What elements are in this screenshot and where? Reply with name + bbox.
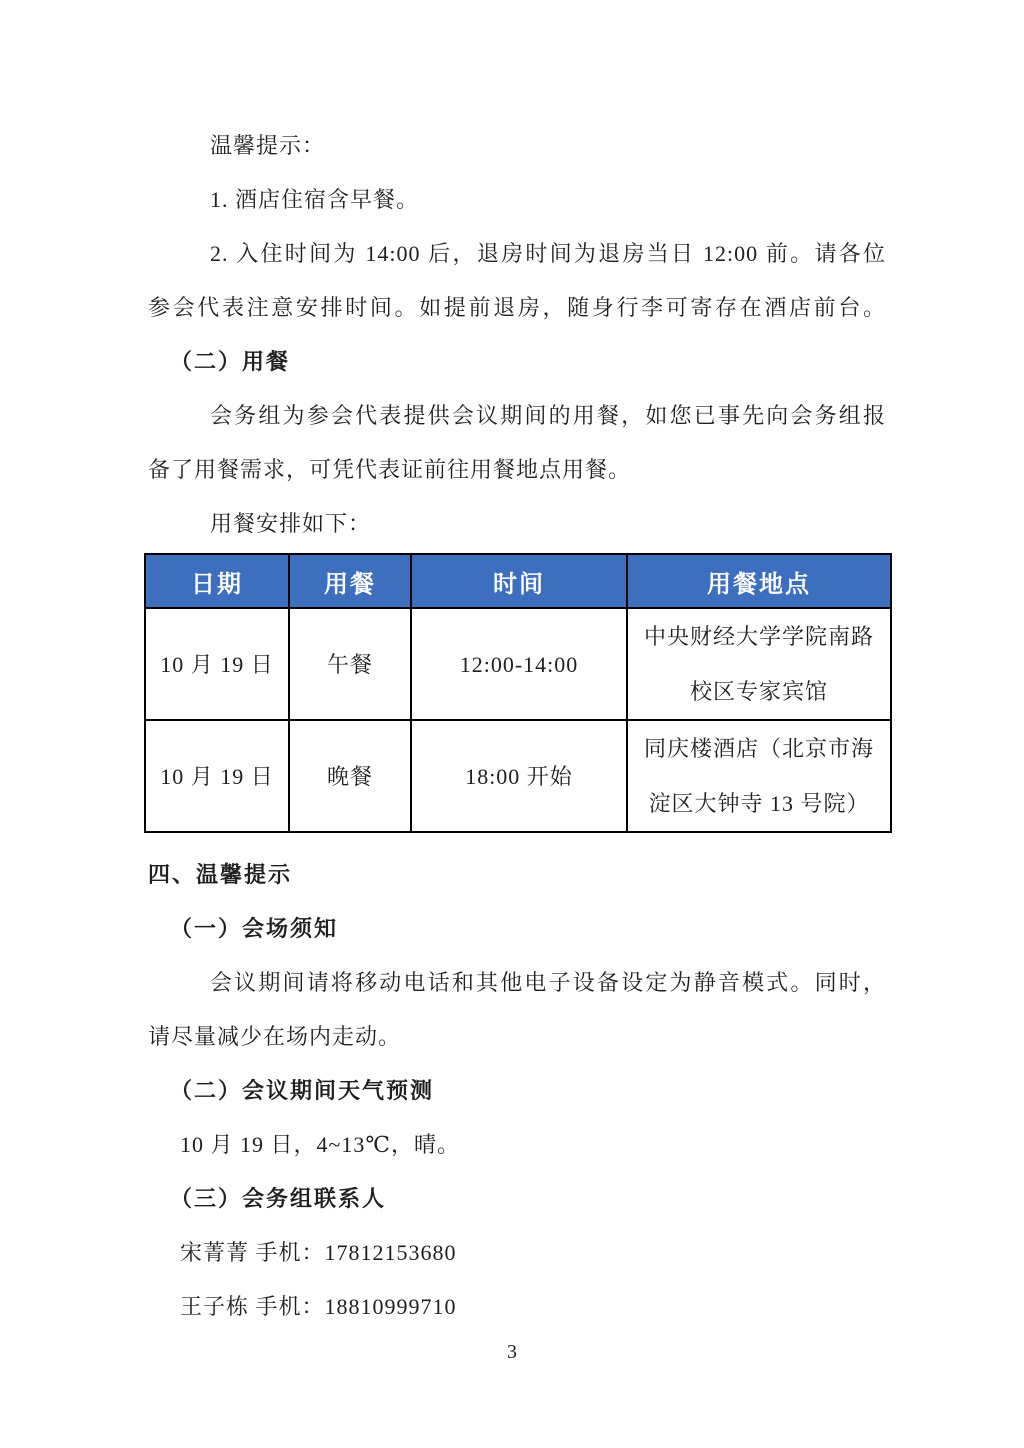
cell-location: 同庆楼酒店（北京市海淀区大钟寺 13 号院） [627, 720, 891, 832]
venue-notice-line-1: 会议期间请将移动电话和其他电子设备设定为静音模式。同时， [210, 970, 886, 995]
table-row [145, 720, 891, 832]
cell-location: 中央财经大学学院南路校区专家宾馆 [627, 608, 891, 720]
document-body [148, 119, 886, 1334]
table-header-row [145, 554, 891, 608]
tip-item-2-line-2: 参会代表注意安排时间。如提前退房，随身行李可寄存在酒店前台。 [148, 295, 886, 320]
cell-date: 10 月 19 日 [145, 608, 289, 720]
meal-section-heading: （二）用餐 [170, 349, 291, 374]
cell-time: 18:00 开始 [411, 720, 627, 832]
meal-schedule-table [144, 553, 892, 833]
table-row [145, 608, 891, 720]
tip-item-1: 1. 酒店住宿含早餐。 [210, 187, 420, 212]
column-header-date: 日期 [145, 554, 289, 608]
tips-label: 温馨提示： [210, 133, 326, 158]
cell-meal: 午餐 [289, 608, 411, 720]
cell-meal: 晚餐 [289, 720, 411, 832]
meal-paragraph-line-2: 备了用餐需求，可凭代表证前往用餐地点用餐。 [148, 457, 632, 482]
meal-schedule-intro: 用餐安排如下： [210, 511, 372, 536]
cell-time: 12:00-14:00 [411, 608, 627, 720]
page-number: 3 [507, 1341, 517, 1363]
venue-notice-line-2: 请尽量减少在场内走动。 [148, 1024, 402, 1049]
column-header-meal: 用餐 [289, 554, 411, 608]
weather-forecast-heading: （二）会议期间天气预测 [170, 1078, 435, 1103]
tip-item-2-line-1: 2. 入住时间为 14:00 后，退房时间为退房当日 12:00 前。请各位 [210, 241, 886, 266]
section-4-heading: 四、温馨提示 [148, 862, 293, 887]
meal-paragraph-line-1: 会务组为参会代表提供会议期间的用餐，如您已事先向会务组报 [210, 403, 886, 428]
column-header-location: 用餐地点 [627, 554, 891, 608]
column-header-time: 时间 [411, 554, 627, 608]
contact-entry-1: 宋菁菁 手机：17812153680 [180, 1240, 457, 1265]
contact-entry-2: 王子栋 手机：18810999710 [180, 1294, 457, 1319]
weather-forecast-text: 10 月 19 日，4~13℃，晴。 [180, 1132, 461, 1157]
venue-notice-heading: （一）会场须知 [170, 916, 339, 941]
contacts-heading: （三）会务组联系人 [170, 1186, 387, 1211]
cell-date: 10 月 19 日 [145, 720, 289, 832]
